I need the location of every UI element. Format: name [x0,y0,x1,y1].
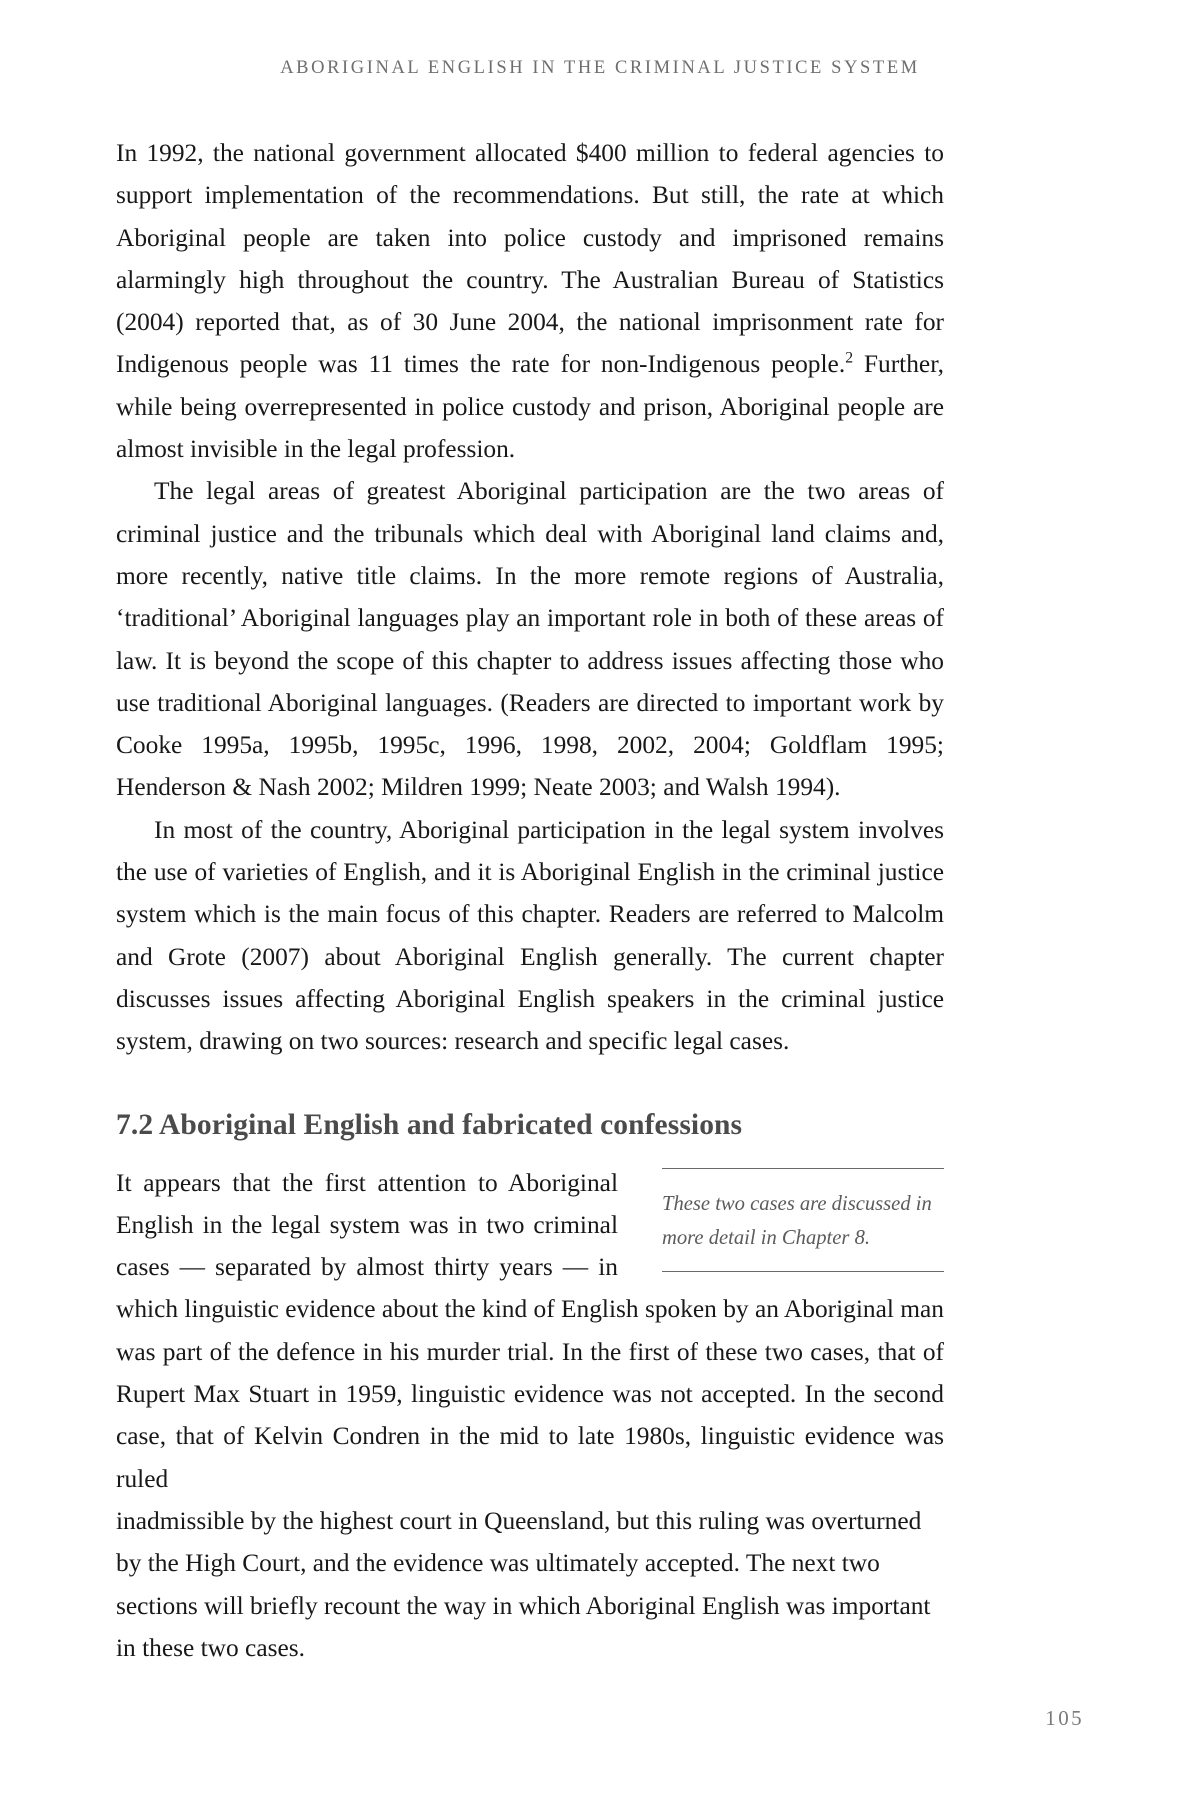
margin-note-text: These two cases are discussed in more detail in Chapter 8. [662,1192,932,1249]
margin-note [662,1168,944,1272]
running-head: ABORIGINAL ENGLISH IN THE CRIMINAL JUSTICE SYSTEM [280,58,920,78]
text-column [116,132,944,1669]
margin-note-rule-bottom [662,1271,944,1272]
paragraph-3: In most of the country, Aboriginal participation in the legal system involves the use of varieties of English, and it is Aboriginal English in the criminal justice system which is the main focus of this chapter. Readers are referred to Malcolm and Grote (2007) about Aboriginal English generally. The current chapter discusses issues affecting Aboriginal English speakers in the criminal justice system, drawing on two sources: research and specific legal cases. [116,815,944,1056]
paragraph-1-text-before-footnote: In 1992, the national government allocated $400 million to federal agencies to support implementation of the recommendations. But still, the rate at which Aboriginal people are taken into police custody and imprisoned remains alarmingly high throughout the country. The Australian Bureau of Statistics (2004) reported that, as of 30 June 2004, the national imprisonment rate for Indigenous people was 11 times the rate for non-Indigenous people. [116,139,944,379]
paragraph-1-text-after-footnote: Further, while being overrepresented in police custody and prison, Aboriginal people are almost invisible in the legal profession. [116,350,944,464]
footnote-marker-2[interactable]: 2 [845,350,854,368]
page-number: 105 [1045,1706,1084,1730]
paragraph-1 [116,132,944,470]
section-body-region [116,1162,944,1670]
section-lead-paragraph: It appears that the first attention to Aboriginal English in the legal system was in two criminal cases — separated by almost thirty years — in which linguistic evidence about the kind of English spoken by an Aboriginal man was part of the defence in his murder trial. In the first of these two cases, that of Rupert Max Stuart in 1959, linguistic evidence was not accepted. In the second case, that of Kelvin Condren in the mid to late 1980s, linguistic evidence was ruled [116,1168,944,1493]
section-wrapped-paragraph: inadmissible by the highest court in Queensland, but this ruling was overturned by the High Court, and the evidence was ultimately accepted. The next two sections will briefly recount the way in which Aboriginal English was important in these two cases. [116,1506,931,1662]
section-heading-7-2: 7.2 Aboriginal English and fabricated confessions [116,1108,743,1141]
paragraph-2: The legal areas of greatest Aboriginal participation are the two areas of criminal justice and the tribunals which deal with Aboriginal land claims and, more recently, native title claims. In the more remote regions of Australia, ‘traditional’ Aboriginal languages play an important role in both of these areas of law. It is beyond the scope of this chapter to address issues affecting those who use traditional Aboriginal languages. (Readers are directed to important work by Cooke 1995a, 1995b, 1995c, 1996, 1998, 2002, 2004; Goldflam 1995; Henderson & Nash 2002; Mildren 1999; Neate 2003; and Walsh 1994). [116,477,944,802]
